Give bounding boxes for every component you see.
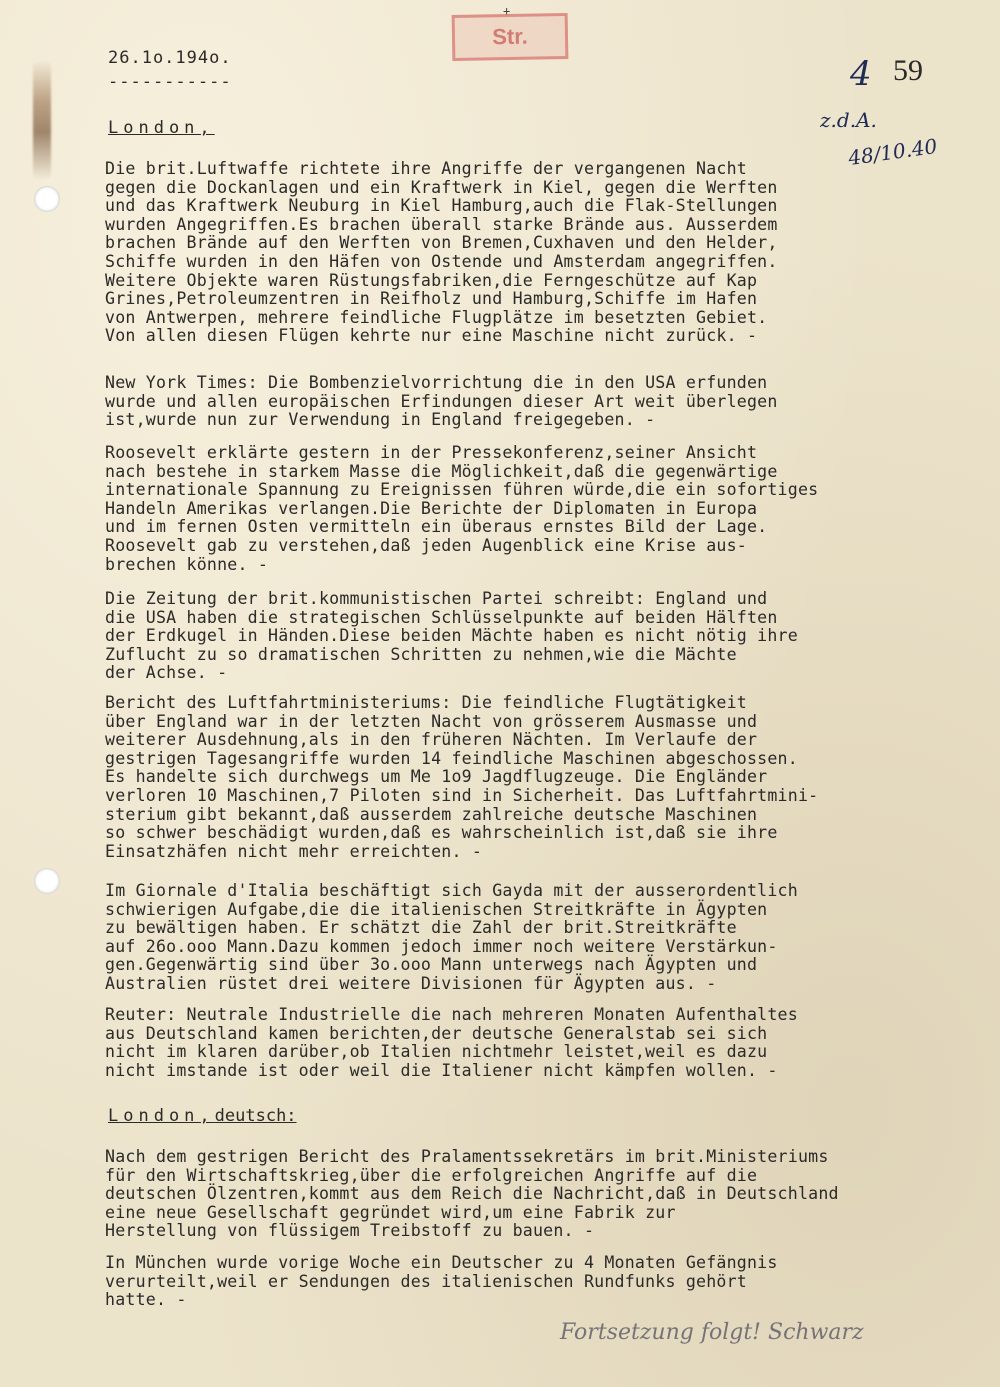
heading-tail: deutsch: bbox=[214, 1106, 297, 1126]
handwritten-note: z.d.A. bbox=[820, 108, 877, 132]
handwritten-reference: 48/10.40 bbox=[846, 133, 939, 171]
handwritten-footer-note: Fortsetzung folgt! Schwarz bbox=[560, 1320, 864, 1345]
top-mark: + bbox=[503, 4, 511, 18]
paragraph-reuter: Reuter: Neutrale Industrielle die nach mehreren Monaten Aufenthaltes aus Deutschland kamen berichten,der deutsche Generalstab sei sich nicht im klaren darüber,ob Italien nichtmehr leistet,weil es dazu nicht imstande ist oder weil die Italiener nicht kämpfen wollen. - bbox=[105, 1005, 798, 1080]
punch-hole bbox=[34, 868, 60, 894]
paragraph-luftwaffe: Die brit.Luftwaffe richtete ihre Angriffe der vergangenen Nacht gegen die Dockanlagen und ein Kraftwerk in Kiel, gegen die Werften und das Kraftwerk Neuburg in Kiel Hamburg,auch die Flak-Stellungen wurden Angegriffen.Es brachen überall starke Brände aus. Ausserdem brachen Brände auf den Werften von Bremen,Cuxhaven und den Helder, Schiffe wurden in den Häfen von Ostende und Amsterdam angegriffen. Weitere Objekte waren Rüstungsfabriken,die Ferngeschütze auf Kap Grines,Petroleumzentren in Reifholz und Hamburg,Schiffe im Hafen von Antwerpen, mehrere feindliche Flugplätze im besetzten Gebiet. Von allen diesen Flügen kehrte nur eine Maschine nicht zurück. - bbox=[105, 159, 778, 346]
heading-text: London, bbox=[108, 118, 215, 138]
rust-stain bbox=[33, 60, 51, 180]
handwritten-mark-top: 4 bbox=[850, 54, 872, 94]
paragraph-luftfahrtministerium: Bericht des Luftfahrtministeriums: Die feindliche Flugtätigkeit über England war in der letzten Nacht von grösserem Ausmasse und weiterer Ausdehnung,als in den früheren Nächten. Im Verlaufe der gestrigen Tagesangriffe wurden 14 feindliche Maschinen abgeschossen. Es handelte sich durchwegs um Me 1o9 Jagdflugzeuge. Die Engländer verloren 10 Maschinen,7 Piloten sind in Sicherheit. Das Luftfahrtmini- sterium gibt bekannt,daß ausserdem zahlreiche deutsche Maschinen so schwer beschädigt wurden,daß es wahrscheinlich ist,daß sie ihre Einsatzhäfen nicht mehr erreichten. - bbox=[105, 693, 819, 861]
paragraph-giornale-ditalia: Im Giornale d'Italia beschäftigt sich Gayda mit der ausserordentlich schwierigen Aufgabe,die die italienischen Streitkräfte in Ägypten zu bewältigen haben. Er schätzt die Zahl der brit.Streitkräfte auf 26o.ooo Mann.Dazu kommen jedoch immer noch weitere Verstärkun- gen.Gegenwärtig sind über 3o.ooo Mann unterwegs nach Ägypten und Australien rüstet drei weitere Divisionen für Ägypten aus. - bbox=[105, 881, 798, 993]
document-date: 26.1o.194o. bbox=[108, 48, 232, 68]
paragraph-new-york-times: New York Times: Die Bombenzielvorrichtung die in den USA erfunden wurde und allen europäischen Erfindungen dieser Art weit überlegen ist,wurde nun zur Verwendung in England freigegeben. - bbox=[105, 373, 778, 430]
heading-text: London, bbox=[108, 1106, 215, 1126]
date-underline: ----------- bbox=[108, 72, 232, 92]
paragraph-kommunistische-partei: Die Zeitung der brit.kommunistischen Partei schreibt: England und die USA haben die strategischen Schlüsselpunkte auf beiden Hälften der Erdkugel in Händen.Diese beiden Mächte haben es nicht nötig ihre Zuflucht zu so dramatischen Schritten zu nehmen,wie die Mächte der Achse. - bbox=[105, 589, 798, 683]
section-heading-london bbox=[108, 118, 215, 138]
paragraph-muenchen: In München wurde vorige Woche ein Deutscher zu 4 Monaten Gefängnis verurteilt,weil er Sendungen des italienischen Rundfunks gehört hatte. - bbox=[105, 1253, 778, 1310]
page-number: 59 bbox=[893, 54, 923, 87]
red-stamp: Str. bbox=[452, 13, 569, 61]
punch-hole bbox=[34, 186, 60, 212]
paragraph-wirtschaftskrieg: Nach dem gestrigen Bericht des Pralamentssekretärs im brit.Ministeriums für den Wirtschaftskrieg,über die erfolgreichen Angriffe auf die deutschen Ölzentren,kommt aus dem Reich die Nachricht,daß in Deutschland eine neue Gesellschaft gegründet wird,um eine Fabrik zur Herstellung von flüssigem Treibstoff zu bauen. - bbox=[105, 1147, 839, 1241]
paragraph-roosevelt: Roosevelt erklärte gestern in der Pressekonferenz,seiner Ansicht nach bestehe in starkem Masse die Möglichkeit,daß die gegenwärtige internationale Spannung zu Ereignissen führen würde,die ein sofortiges Handeln Amerikas verlangen.Die Berichte der Diplomaten in Europa und im fernen Osten vermitteln ein überaus ernstes Bild der Lage. Roosevelt gab zu verstehen,daß jeden Augenblick eine Krise aus- brechen könne. - bbox=[105, 443, 819, 574]
section-heading-london-deutsch bbox=[108, 1106, 297, 1126]
